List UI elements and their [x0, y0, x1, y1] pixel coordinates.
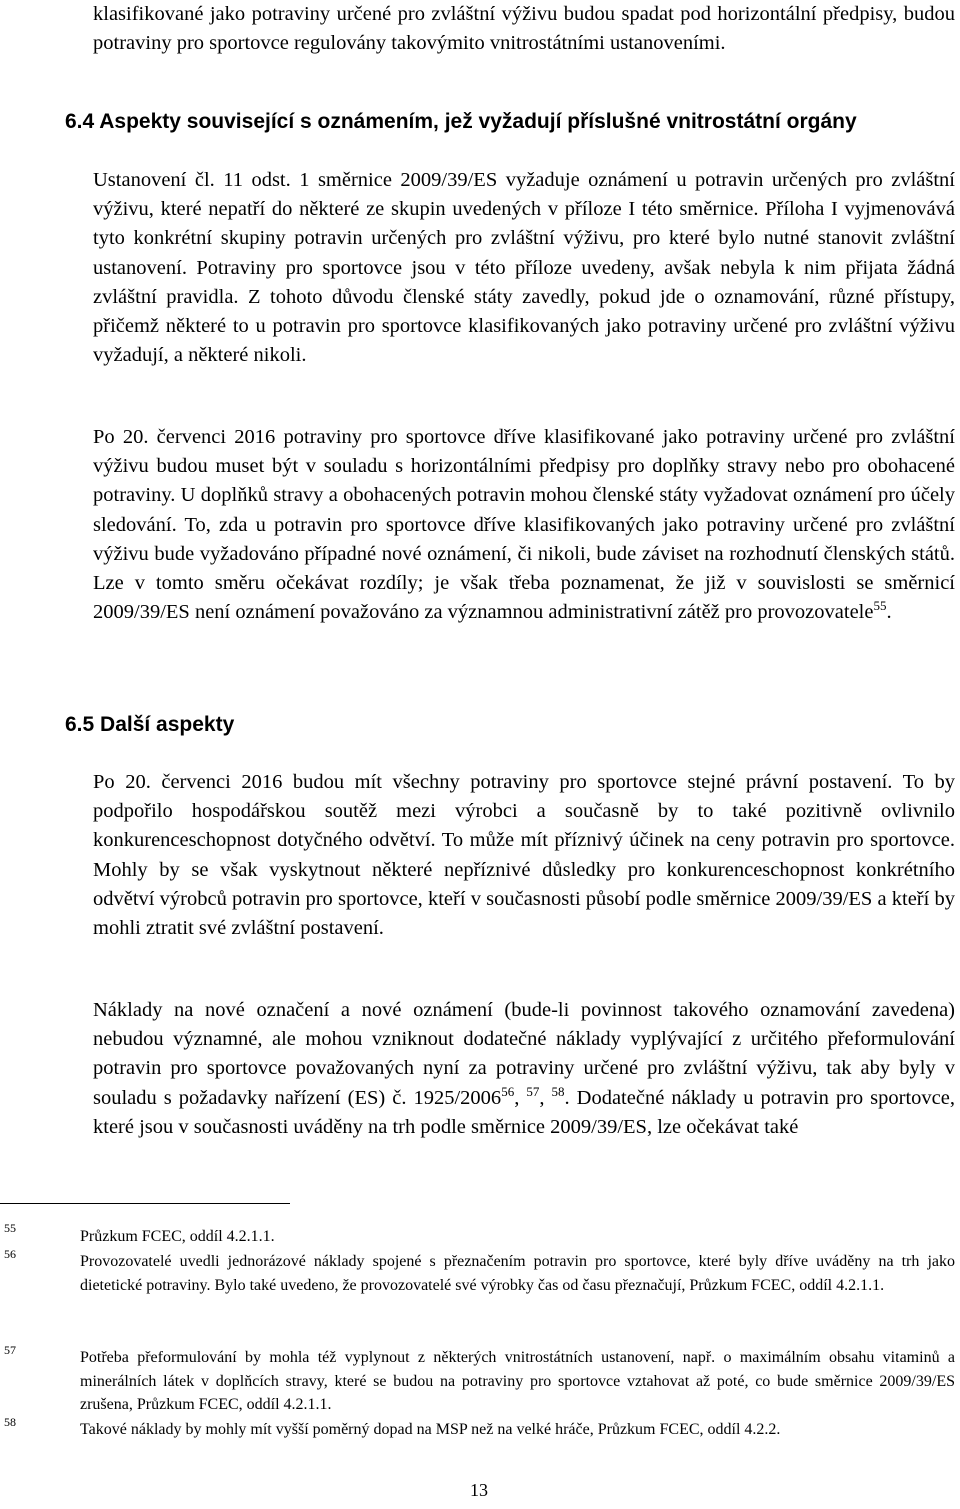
- footnote-number-57: 57: [4, 1343, 16, 1357]
- footnote-ref-55: 55: [873, 598, 887, 614]
- footnote-number-55: 55: [4, 1221, 16, 1235]
- section-6-5-paragraph-2: [93, 996, 955, 1142]
- footnote-ref-56: 56: [501, 1083, 515, 1099]
- footnote-separator: [0, 1203, 290, 1204]
- footnote-ref-57: 57: [526, 1083, 540, 1099]
- section-6-4-heading: 6.4 Aspekty související s oznámením, jež vyžadují příslušné vnitrostátní orgány: [65, 110, 857, 133]
- section-6-5-heading: 6.5 Další aspekty: [65, 713, 235, 736]
- section-6-4-paragraph-2: [93, 423, 955, 627]
- footnote-57: Potřeba přeformulování by mohla též vyplynout z některých vnitrostátních ustanovení, např. o maximálním obsahu vitaminů a minerálních látek v doplňcích stravy, které se budou na potraviny pro sportovce vztahovat až poté, co bude směrnice 2009/39/ES zrušena, Průzkum FCEC, oddíl 4.2.1.1.: [80, 1349, 955, 1413]
- section-6-4-paragraph-1: Ustanovení čl. 11 odst. 1 směrnice 2009/39/ES vyžaduje oznámení u potravin určených pro zvláštní výživu, které nepatří do některé ze skupin uvedených v příloze I této směrnice. Příloha I vyjmenovává tyto konkrétní skupiny potravin určených pro zvláštní výživu, pro které bylo nutné stanovit zvláštní ustanovení. Potraviny pro sportovce jsou v této příloze uvedeny, avšak nebyla k nim přijata žádná zvláštní pravidla. Z tohoto důvodu členské státy zavedly, pokud jde o oznamování, různé přístupy, přičemž některé to u potravin pro sportovce klasifikovaných jako potraviny určené pro zvláštní výživu vyžadují, a některé nikoli.: [93, 169, 955, 367]
- footnote-number-56: 56: [4, 1247, 16, 1261]
- footnote-58: Takové náklady by mohly mít vyšší poměrný dopad na MSP než na velké hráče, Průzkum FCEC, oddíl 4.2.2.: [80, 1421, 781, 1438]
- section-6-5-paragraph-1: Po 20. červenci 2016 budou mít všechny potraviny pro sportovce stejné právní postavení. To by podpořilo hospodářskou soutěž mezi výrobci a současně by to také pozitivně ovlivnilo konkurenceschopnost dotyčného odvětví. To může mít příznivý účinek na ceny potravin pro sportovce. Mohly by se však vyskytnout některé nepříznivé důsledky pro konkurenceschopnost konkrétního odvětví výrobců potravin pro sportovce, kteří v současnosti působí podle směrnice 2009/39/ES a kteří by mohli ztratit své zvláštní postavení.: [93, 771, 955, 940]
- footnote-55: Průzkum FCEC, oddíl 4.2.1.1.: [80, 1228, 275, 1245]
- footnote-56: Provozovatelé uvedli jednorázové náklady spojené s přeznačením potravin pro sportovce, které byly dříve uváděny na trh jako dietetické potraviny. Bylo také uvedeno, že provozovatelé své výrobky čas od času přeznačují, Průzkum FCEC, oddíl 4.2.1.1.: [80, 1253, 955, 1294]
- section-6-4-paragraph-2-end: .: [886, 601, 892, 624]
- section-6-4-paragraph-2-text: Po 20. červenci 2016 potraviny pro sportovce dříve klasifikované jako potraviny určené pro zvláštní výživu budou muset být v souladu s horizontálními předpisy pro doplňky stravy nebo pro obohacené potraviny. U doplňků stravy a obohacených potravin mohou členské státy vyžadovat oznámení pro účely sledování. To, zda u potravin pro sportovce dříve klasifikovaných jako potraviny určené pro zvláštní výživu bude vyžadováno případné nové oznámení, či nikoli, bude záviset na rozhodnutí členských států. Lze v tomto směru očekávat rozdíly; je však třeba poznamenat, že již v souvislosti se směrnicí 2009/39/ES není oznámení považováno za významnou administrativní zátěž pro provozovatele: [93, 426, 955, 624]
- section-6-5-paragraph-2-text-a: Náklady na nové označení a nové oznámení (bude-li povinnost takového oznamování zavedena) nebudou významné, ale mohou vzniknout dodatečné náklady vyplývající z určitého přeformulování potravin pro sportovce považovaných nyní za potraviny určené pro zvláštní výživu, tak aby byly v souladu s požadavky nařízení (ES) č. 1925/2006: [93, 999, 955, 1109]
- footnote-ref-separator-1: ,: [514, 1086, 527, 1109]
- footnote-ref-58: 58: [551, 1083, 565, 1099]
- footnote-number-58: 58: [4, 1415, 16, 1429]
- intro-paragraph: klasifikované jako potraviny určené pro zvláštní výživu budou spadat pod horizontální předpisy, budou potraviny pro sportovce regulovány takovýmito vnitrostátními ustanoveními.: [93, 3, 955, 55]
- section-6-5-paragraph-2-text-b: . Dodatečné náklady u potravin pro sportovce, které jsou v současnosti uváděny na trh podle směrnice 2009/39/ES, lze očekávat také: [93, 1086, 956, 1138]
- page-number: 13: [470, 1480, 488, 1500]
- footnote-ref-separator-2: ,: [539, 1086, 552, 1109]
